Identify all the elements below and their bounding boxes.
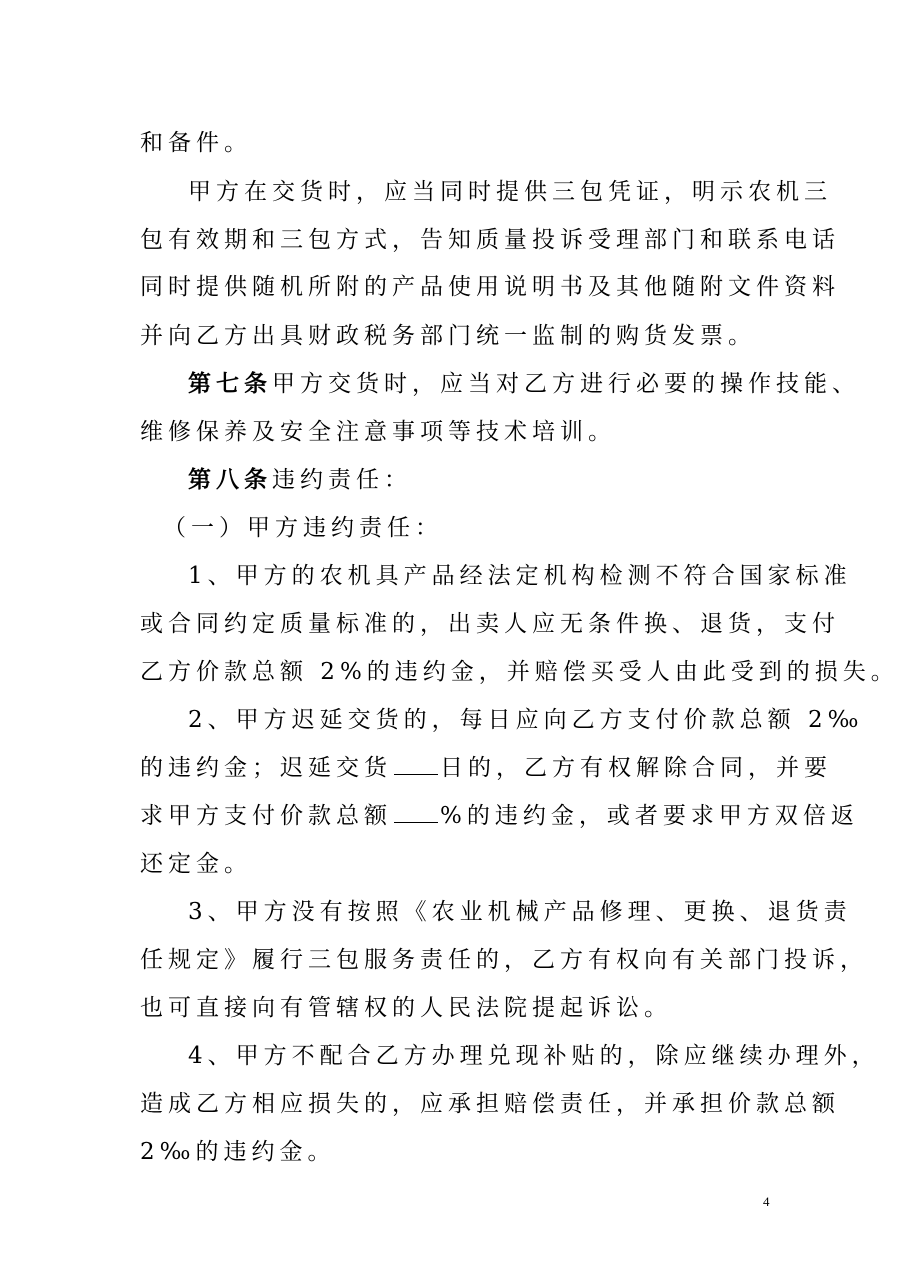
clause-1-line: 乙方价款总额 2%的违约金，并赔偿买受人由此受到的损失。 [140, 659, 899, 685]
article-7-line [188, 369, 860, 399]
paragraph-line: 并向乙方出具财政税务部门统一监制的购货发票。 [140, 323, 756, 349]
clause-2-line [140, 753, 832, 783]
clause-4-line: 造成乙方相应损失的，应承担赔偿责任，并承担价款总额 [140, 1091, 840, 1117]
days-blank-field[interactable] [394, 754, 438, 775]
article-7-text: 甲方交货时，应当对乙方进行必要的操作技能、 [272, 371, 860, 397]
percent-blank-field[interactable] [394, 802, 438, 823]
article-7-heading: 第七条 [188, 370, 272, 397]
subsection-heading: （一）甲方违约责任： [163, 515, 443, 541]
paragraph-line: 维修保养及安全注意事项等技术培训。 [140, 419, 616, 445]
clause-2-line: 2、甲方迟延交货的，每日应向乙方支付价款总额 2‰ [188, 707, 864, 733]
paragraph-line: 同时提供随机所附的产品使用说明书及其他随附文件资料 [140, 274, 840, 300]
article-8-line [188, 465, 412, 495]
paragraph-line: 甲方在交货时，应当同时提供三包凭证，明示农机三 [188, 179, 832, 205]
clause-2-text: 的违约金；迟延交货 [140, 755, 392, 781]
article-8-text: 违约责任： [272, 467, 412, 493]
clause-2-text: 求甲方支付价款总额 [140, 803, 392, 829]
page-number: 4 [763, 1194, 770, 1209]
clause-4-line: 4、甲方不配合乙方办理兑现补贴的，除应继续办理外， [188, 1043, 880, 1069]
clause-1-line: 或合同约定质量标准的，出卖人应无条件换、退货，支付 [140, 611, 840, 637]
clause-2-line: 还定金。 [140, 851, 252, 877]
clause-2-line [140, 801, 859, 831]
clause-3-line: 任规定》履行三包服务责任的，乙方有权向有关部门投诉， [140, 947, 868, 973]
paragraph-line: 包有效期和三包方式，告知质量投诉受理部门和联系电话 [140, 227, 840, 253]
paragraph-line: 和备件。 [140, 130, 252, 156]
clause-4-line: 2‰的违约金。 [140, 1139, 336, 1165]
clause-3-line: 也可直接向有管辖权的人民法院提起诉讼。 [140, 995, 672, 1021]
clause-2-text: 日的，乙方有权解除合同，并要 [440, 755, 832, 781]
article-8-heading: 第八条 [188, 466, 272, 493]
clause-2-text: %的违约金，或者要求甲方双倍返 [440, 803, 859, 829]
clause-1-line: 1、甲方的农机具产品经法定机构检测不符合国家标准 [188, 563, 852, 589]
clause-3-line: 3、甲方没有按照《农业机械产品修理、更换、退货责 [188, 899, 852, 925]
